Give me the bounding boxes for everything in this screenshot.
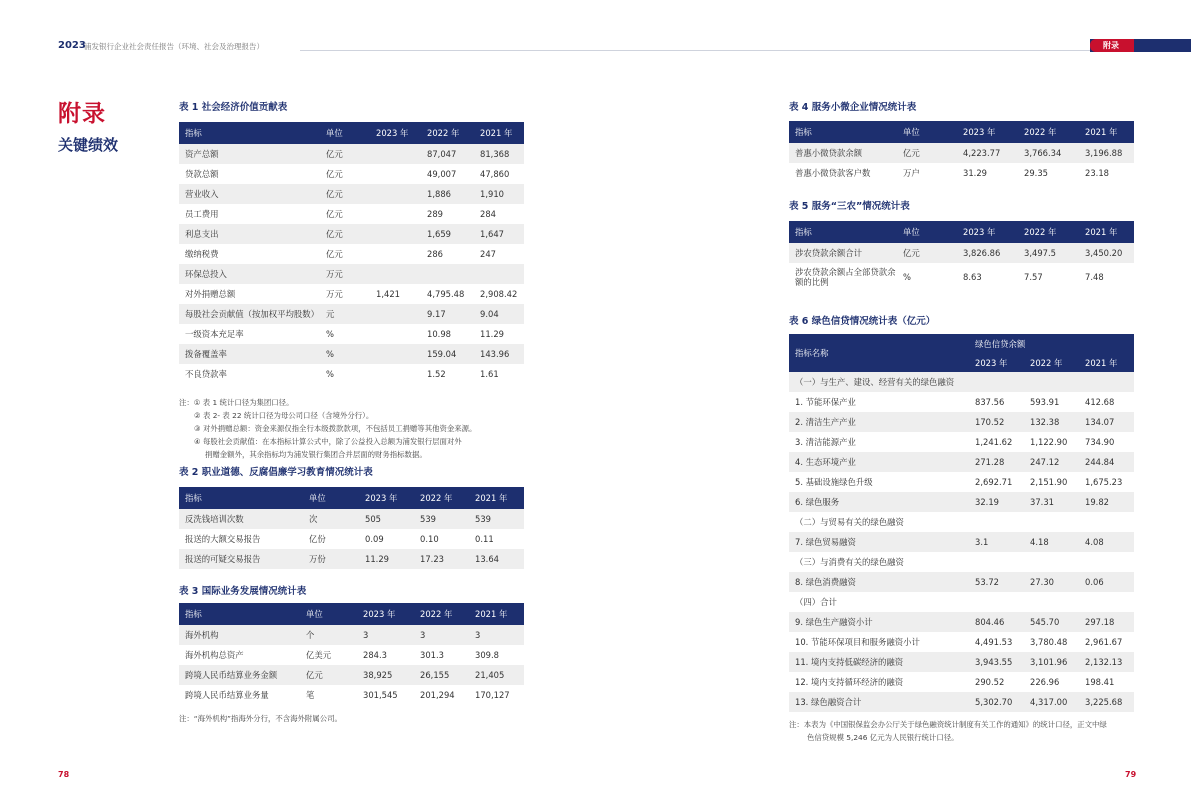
table-cell: 4,491.53	[975, 637, 1013, 647]
table-cell: 个	[300, 625, 357, 645]
table-cell: 6. 绿色服务	[789, 492, 969, 512]
table-cell: 21,405	[469, 665, 524, 685]
table-cell: 7.48	[1085, 272, 1104, 282]
table-cell: 244.84	[1079, 452, 1134, 472]
table-row	[179, 364, 524, 384]
table-cell	[969, 552, 1024, 572]
table-cell: 员工费用	[185, 209, 219, 219]
table1	[179, 122, 524, 384]
table-cell	[1079, 372, 1134, 392]
table-cell	[1024, 592, 1079, 612]
table-cell: 3	[414, 625, 469, 645]
table-cell: 亿元	[320, 224, 370, 244]
table-cell: 539	[414, 509, 469, 529]
t2-header-cell: 2021 年	[469, 487, 524, 509]
table-cell: 亿元	[897, 243, 957, 263]
table6	[789, 334, 1134, 712]
table-row	[179, 685, 524, 705]
report-year: 2023	[58, 40, 86, 51]
table-row	[789, 612, 1134, 632]
table-cell	[370, 204, 421, 224]
page-number-left: 78	[58, 770, 70, 779]
table-cell: 10. 节能环保项目和服务融资小计	[795, 637, 920, 647]
table-cell: 万元	[326, 289, 343, 299]
table-cell: 1,647	[474, 224, 524, 244]
table-cell: 4. 生态环境产业	[789, 452, 969, 472]
table-cell	[474, 264, 524, 284]
table-cell	[370, 224, 421, 244]
table-cell: 19.82	[1079, 492, 1134, 512]
table-cell: 笔	[306, 690, 315, 700]
table-row	[179, 244, 524, 264]
table-row	[179, 144, 524, 164]
t2-header-cell: 单位	[303, 487, 359, 509]
table6-header-year: 2023 年	[969, 353, 1024, 372]
t4-header-cell: 2021 年	[1079, 121, 1134, 143]
table-cell: %	[326, 369, 334, 379]
table-cell: 1,421	[376, 289, 400, 299]
table-cell: 2,692.71	[975, 477, 1013, 487]
table-row	[179, 224, 524, 244]
table-cell: 27.30	[1024, 572, 1079, 592]
t3-header-cell: 单位	[300, 603, 357, 625]
table-cell	[370, 364, 421, 384]
table-cell: 报送的可疑交易报告	[179, 549, 303, 569]
table-cell: 次	[303, 509, 359, 529]
table-cell: 亿元	[326, 169, 343, 179]
table-cell: 3,766.34	[1018, 143, 1079, 163]
table-cell: 201,294	[420, 690, 455, 700]
table-cell: 涉农贷款余额合计	[789, 243, 897, 263]
table-cell: （二）与贸易有关的绿色融资	[795, 517, 904, 527]
table-cell: 12. 境内支持循环经济的融资	[795, 677, 904, 687]
table-cell: 7. 绿色贸易融资	[789, 532, 969, 552]
table-cell: 132.38	[1024, 412, 1079, 432]
table5	[789, 221, 1134, 291]
table-cell: 跨境人民币结算业务金额	[179, 665, 300, 685]
t5-header-cell: 2023 年	[957, 221, 1018, 243]
table-row	[179, 344, 524, 364]
table1-note: ② 表 2- 表 22 统计口径为母公司口径（含境外分行）。	[194, 411, 374, 420]
table-cell: 反洗钱培训次数	[179, 509, 303, 529]
t4-header-cell: 2023 年	[957, 121, 1018, 143]
table-cell: 1.61	[480, 369, 499, 379]
table-row	[179, 204, 524, 224]
table-cell	[370, 244, 421, 264]
header-rule-right	[600, 50, 1090, 51]
t5-header-cell: 2022 年	[1018, 221, 1079, 243]
table-cell: 3.1	[969, 532, 1024, 552]
t3-header-cell: 2023 年	[357, 603, 414, 625]
table-cell: %	[320, 344, 370, 364]
table-cell: 13. 绿色融资合计	[789, 692, 969, 712]
table-cell: （四）合计	[795, 597, 837, 607]
page-subtitle: 关键绩效	[58, 136, 119, 154]
table3-note: 注：“海外机构”指海外分行，不含海外附属公司。	[179, 714, 342, 723]
table-cell: 4,795.48	[427, 289, 465, 299]
table-cell: %	[326, 329, 334, 339]
table-cell	[1024, 372, 1079, 392]
table6-notes	[789, 718, 1139, 744]
t5-header-cell: 单位	[897, 221, 957, 243]
table-cell: 环保总投入	[179, 264, 320, 284]
table-cell: 53.72	[969, 572, 1024, 592]
table-cell: 4,223.77	[957, 143, 1018, 163]
table-cell: 3. 清洁能源产业	[795, 437, 856, 447]
table-row	[789, 372, 1134, 392]
table-cell	[969, 512, 1024, 532]
table-cell: 17.23	[414, 549, 469, 569]
table-cell: 1,886	[421, 184, 474, 204]
table-row	[179, 509, 524, 529]
table4	[789, 121, 1134, 183]
table-cell: 利息支出	[179, 224, 320, 244]
table-cell: 734.90	[1085, 437, 1115, 447]
table-cell: 143.96	[474, 344, 524, 364]
table-cell: 3	[469, 625, 524, 645]
table-cell: 1,241.62	[975, 437, 1013, 447]
table-cell: 3,826.86	[957, 243, 1018, 263]
table-cell: 10.98	[427, 329, 451, 339]
table-row	[789, 652, 1134, 672]
table-cell: 301,545	[363, 690, 398, 700]
t3-header-cell: 2021 年	[469, 603, 524, 625]
table-cell: 38,925	[357, 665, 414, 685]
table-cell: 每股社会贡献值（按加权平均股数）	[179, 304, 320, 324]
table-cell	[969, 592, 1024, 612]
section-tab-label: 附录	[1103, 41, 1119, 50]
table-row	[179, 264, 524, 284]
table-cell: 亿份	[309, 534, 326, 544]
t5-header-cell: 2021 年	[1079, 221, 1134, 243]
table-cell	[370, 144, 421, 164]
table-cell: 13.64	[469, 549, 524, 569]
table-cell: 不良贷款率	[185, 369, 227, 379]
section-tab	[1090, 39, 1191, 52]
table-cell: 286	[427, 249, 443, 259]
table-cell: 报送的大额交易报告	[185, 534, 261, 544]
table-cell: 37.31	[1024, 492, 1079, 512]
table-row	[789, 243, 1134, 263]
table-cell: 5,302.70	[969, 692, 1024, 712]
table5-title: 表 5 服务“三农”情况统计表	[789, 201, 910, 212]
table-row	[789, 492, 1134, 512]
table-cell: 290.52	[975, 677, 1005, 687]
table-cell	[1079, 552, 1134, 572]
table-row	[789, 632, 1134, 652]
table-cell: 284	[480, 209, 496, 219]
table-cell: 缴纳税费	[185, 249, 219, 259]
table-cell: 万户	[903, 168, 920, 178]
table-cell: 11. 境内支持低碳经济的融资	[789, 652, 969, 672]
table-cell	[370, 184, 421, 204]
table-cell: 2. 清洁生产产业	[789, 412, 969, 432]
table-cell: 31.29	[963, 168, 987, 178]
table-cell: 2,908.42	[480, 289, 518, 299]
table-cell: 亿元	[897, 143, 957, 163]
table-row	[789, 512, 1134, 532]
table-cell: 亿美元	[306, 650, 332, 660]
table-cell: 81,368	[474, 144, 524, 164]
table-cell: 9.17	[421, 304, 474, 324]
table-cell: 49,007	[427, 169, 457, 179]
table2	[179, 487, 524, 569]
table-cell: 159.04	[421, 344, 474, 364]
table-cell: 营业收入	[179, 184, 320, 204]
table-cell	[370, 304, 421, 324]
t2-header-cell: 2022 年	[414, 487, 469, 509]
table-row	[789, 452, 1134, 472]
table-cell: 1,659	[421, 224, 474, 244]
table-cell: 拨备覆盖率	[179, 344, 320, 364]
table-row	[789, 432, 1134, 452]
table-cell	[969, 372, 1024, 392]
table-cell: 804.46	[969, 612, 1024, 632]
t5-header-cell: 指标	[789, 221, 897, 243]
table-cell: 9.04	[474, 304, 524, 324]
table-cell: （一）与生产、建设、经营有关的绿色融资	[789, 372, 969, 392]
table-cell: 亿元	[326, 209, 343, 219]
table-cell: 247.12	[1024, 452, 1079, 472]
t1-header-cell: 指标	[179, 122, 320, 144]
table-cell: 134.07	[1079, 412, 1134, 432]
table-cell: 284.3	[363, 650, 387, 660]
table-cell	[1024, 512, 1079, 532]
table-cell: 海外机构	[179, 625, 300, 645]
table-row	[789, 263, 1134, 291]
table-cell: 539	[469, 509, 524, 529]
t3-header-cell: 指标	[179, 603, 300, 625]
table-cell: 87,047	[421, 144, 474, 164]
table-cell: 万份	[303, 549, 359, 569]
table-cell: 贷款总额	[185, 169, 219, 179]
table-cell: 1. 节能环保产业	[795, 397, 856, 407]
table1-note: ③ 对外捐赠总额：资金来源仅指全行本级拨款款项，不包括员工捐赠等其他资金来源。	[194, 424, 477, 433]
t1-header-cell: 2023 年	[370, 122, 421, 144]
table-cell: 3,196.88	[1079, 143, 1134, 163]
t1-header-cell: 单位	[320, 122, 370, 144]
table-cell: 7.57	[1024, 272, 1043, 282]
table-cell: 3,780.48	[1030, 637, 1068, 647]
table-cell: 3,101.96	[1024, 652, 1079, 672]
table-cell: 226.96	[1030, 677, 1060, 687]
table-cell: 亿元	[326, 249, 343, 259]
table-cell: 3,450.20	[1079, 243, 1134, 263]
table-cell: 1,910	[474, 184, 524, 204]
table6-header-year: 2021 年	[1079, 353, 1134, 372]
table-cell	[421, 264, 474, 284]
table-cell: 26,155	[414, 665, 469, 685]
table-row	[179, 184, 524, 204]
table-cell: 涉农贷款余额占全部贷款余额的比例	[795, 267, 896, 287]
table6-note: 色信贷规模 5,246 亿元为人民银行统计口径。	[807, 733, 959, 742]
table-cell: 0.09	[365, 534, 384, 544]
table6-title: 表 6 绿色信贷情况统计表（亿元）	[789, 316, 936, 327]
table-cell: 1.52	[427, 369, 446, 379]
table-cell: 0.10	[420, 534, 439, 544]
table-cell: 247	[480, 249, 496, 259]
table-cell: 亿元	[320, 144, 370, 164]
table-cell: 593.91	[1030, 397, 1060, 407]
table-cell: 0.11	[475, 534, 494, 544]
table-row	[179, 304, 524, 324]
table-cell: 301.3	[420, 650, 444, 660]
table-cell: 5. 基础设施绿色升级	[795, 477, 873, 487]
table-cell: 170,127	[475, 690, 510, 700]
table-cell: 23.18	[1085, 168, 1109, 178]
table-cell: 297.18	[1079, 612, 1134, 632]
table-cell: 545.70	[1024, 612, 1079, 632]
table-cell	[1079, 512, 1134, 532]
table-cell: 29.35	[1024, 168, 1048, 178]
table-cell: 3,497.5	[1018, 243, 1079, 263]
table6-header-year: 2022 年	[1024, 353, 1079, 372]
table-cell: 1,122.90	[1030, 437, 1068, 447]
table-row	[179, 625, 524, 645]
table-cell: 1,675.23	[1085, 477, 1123, 487]
t3-header-cell: 2022 年	[414, 603, 469, 625]
table-cell: 837.56	[975, 397, 1005, 407]
t1-header-cell: 2021 年	[474, 122, 524, 144]
table-cell: 8. 绿色消费融资	[789, 572, 969, 592]
table-row	[789, 532, 1134, 552]
table-cell: 170.52	[969, 412, 1024, 432]
table-row	[789, 472, 1134, 492]
table-cell: 11.29	[359, 549, 414, 569]
table-row	[789, 552, 1134, 572]
table-cell	[1079, 592, 1134, 612]
table-cell	[1024, 552, 1079, 572]
table-cell: 万元	[320, 264, 370, 284]
table-row	[179, 324, 524, 344]
table-row	[789, 143, 1134, 163]
table-cell: 3,943.55	[969, 652, 1024, 672]
page-title: 附录	[58, 101, 106, 127]
table-cell: 32.19	[969, 492, 1024, 512]
table-cell: 亿元	[320, 184, 370, 204]
table-row	[179, 164, 524, 184]
table-row	[789, 672, 1134, 692]
table-cell	[370, 164, 421, 184]
table1-note: ④ 每股社会贡献值：在本指标计算公式中，除了公益投入总额为浦发银行层面对外	[194, 437, 462, 446]
table-row	[789, 163, 1134, 183]
table1-title: 表 1 社会经济价值贡献表	[179, 102, 288, 113]
table-cell: 元	[320, 304, 370, 324]
table-cell: 亿元	[300, 665, 357, 685]
table-cell: 11.29	[480, 329, 504, 339]
report-title: 浦发银行企业社会责任报告（环境、社会及治理报告）	[84, 42, 264, 51]
table-cell	[370, 264, 421, 284]
table-row	[789, 412, 1134, 432]
table-cell: 4,317.00	[1024, 692, 1079, 712]
table-cell: 505	[359, 509, 414, 529]
t4-header-cell: 指标	[789, 121, 897, 143]
table1-notes	[179, 396, 539, 461]
table-row	[789, 572, 1134, 592]
table-cell: 3	[357, 625, 414, 645]
table-cell: %	[903, 272, 911, 282]
table6-header-group: 绿色信贷余额	[969, 334, 1134, 353]
table-cell: 海外机构总资产	[185, 650, 244, 660]
table-cell: 8.63	[963, 272, 982, 282]
table-cell: 2,132.13	[1079, 652, 1134, 672]
table3	[179, 603, 524, 705]
table-row	[789, 692, 1134, 712]
table-cell: 9. 绿色生产融资小计	[789, 612, 969, 632]
table-cell: 2,961.67	[1085, 637, 1123, 647]
table-cell: 4.08	[1079, 532, 1134, 552]
t2-header-cell: 指标	[179, 487, 303, 509]
table-cell: 271.28	[969, 452, 1024, 472]
table-cell: 资产总额	[179, 144, 320, 164]
table-cell: 2,151.90	[1030, 477, 1068, 487]
table-row	[179, 529, 524, 549]
page-number-right: 79	[1125, 770, 1137, 779]
table-row	[789, 392, 1134, 412]
table-cell: 跨境人民币结算业务量	[185, 690, 269, 700]
table-cell: 一级资本充足率	[185, 329, 244, 339]
table-cell: 309.8	[475, 650, 499, 660]
table4-title: 表 4 服务小微企业情况统计表	[789, 102, 917, 113]
table-cell	[370, 324, 421, 344]
t2-header-cell: 2023 年	[359, 487, 414, 509]
table-cell: 412.68	[1085, 397, 1115, 407]
table-row	[179, 665, 524, 685]
t4-header-cell: 2022 年	[1018, 121, 1079, 143]
header-rule-left	[300, 50, 600, 51]
table-row	[789, 592, 1134, 612]
table-cell: 198.41	[1085, 677, 1115, 687]
table-cell: （三）与消费有关的绿色融资	[795, 557, 904, 567]
table3-title: 表 3 国际业务发展情况统计表	[179, 586, 307, 597]
table6-header-name: 指标名称	[789, 334, 969, 372]
table-cell: 47,860	[480, 169, 510, 179]
table-cell	[370, 344, 421, 364]
table-row	[179, 284, 524, 304]
table1-note: 捐赠金额外，其余指标均为浦发银行集团合并层面的财务指标数据。	[205, 450, 427, 459]
table6-note: 注：本表为《中国银保监会办公厅关于绿色融资统计制度有关工作的通知》的统计口径，正文中绿	[789, 720, 1107, 729]
table-cell: 普惠小微贷款余额	[789, 143, 897, 163]
table-row	[179, 645, 524, 665]
table-cell: 普惠小微贷款客户数	[795, 168, 871, 178]
table-cell: 0.06	[1079, 572, 1134, 592]
t4-header-cell: 单位	[897, 121, 957, 143]
table-cell: 289	[427, 209, 443, 219]
table-cell: 对外捐赠总额	[185, 289, 236, 299]
table-cell: 3,225.68	[1079, 692, 1134, 712]
t1-header-cell: 2022 年	[421, 122, 474, 144]
table-cell: 4.18	[1024, 532, 1079, 552]
table1-note: 注：① 表 1 统计口径为集团口径。	[179, 398, 294, 407]
table-row	[179, 549, 524, 569]
table2-title: 表 2 职业道德、反腐倡廉学习教育情况统计表	[179, 467, 373, 478]
